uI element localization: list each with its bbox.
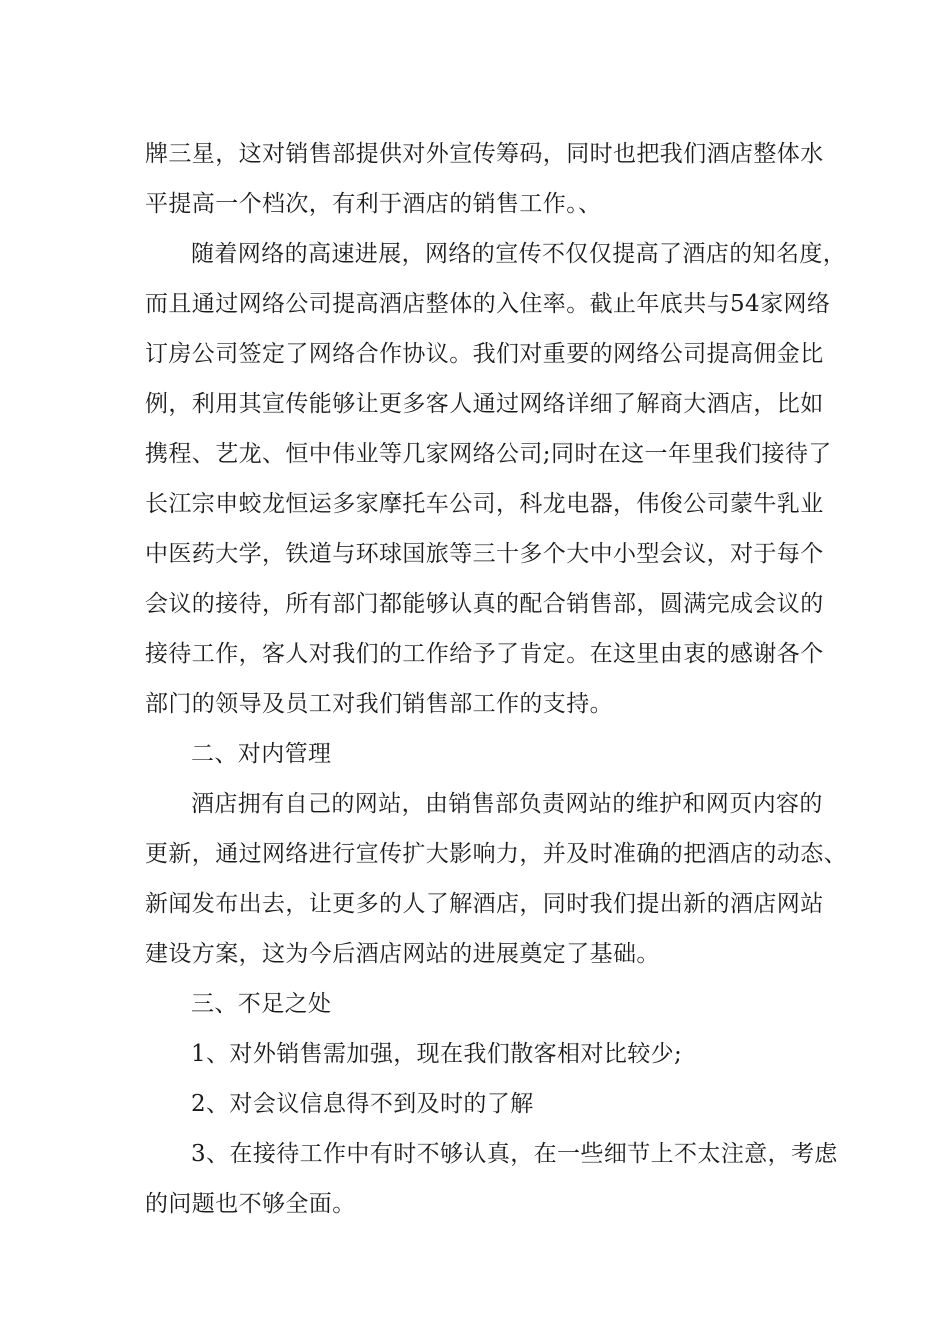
text-line: 长江宗申蛟龙恒运多家摩托车公司，科龙电器，伟俊公司蒙牛乳业 bbox=[145, 491, 824, 517]
text-line: 牌三星，这对销售部提供对外宣传筹码，同时也把我们酒店整体水 bbox=[145, 141, 824, 167]
text-line: 建设方案，这为今后酒店网站的进展奠定了基础。 bbox=[145, 941, 660, 967]
text-line: 而且通过网络公司提高酒店整体的入住率。截止年底共与54家网络 bbox=[145, 291, 831, 317]
text-line: 的问题也不够全面。 bbox=[145, 1191, 356, 1217]
text-line: 携程、艺龙、恒中伟业等几家网络公司;同时在这一年里我们接待了 bbox=[145, 441, 832, 467]
text-line: 会议的接待，所有部门都能够认真的配合销售部，圆满完成会议的 bbox=[145, 591, 824, 617]
list-item: 1、对外销售需加强，现在我们散客相对比较少; bbox=[191, 1041, 683, 1067]
text-line: 中医药大学，铁道与环球国旅等三十多个大中小型会议，对于每个 bbox=[145, 541, 824, 567]
text-line: 例，利用其宣传能够让更多客人通过网络详细了解商大酒店，比如 bbox=[145, 391, 824, 417]
text-line: 部门的领导及员工对我们销售部工作的支持。 bbox=[145, 691, 613, 717]
text-line: 平提高一个档次，有利于酒店的销售工作。、 bbox=[145, 191, 602, 217]
text-line: 随着网络的高速进展，网络的宣传不仅仅提高了酒店的知名度， bbox=[191, 241, 847, 267]
section-heading: 三、不足之处 bbox=[191, 991, 332, 1017]
text-line: 订房公司签定了网络合作协议。我们对重要的网络公司提高佣金比 bbox=[145, 341, 824, 367]
document-body bbox=[145, 129, 845, 1229]
text-line: 接待工作，客人对我们的工作给予了肯定。在这里由衷的感谢各个 bbox=[145, 641, 824, 667]
text-line: 更新，通过网络进行宣传扩大影响力，并及时准确的把酒店的动态、 bbox=[145, 841, 847, 867]
list-item: 3、在接待工作中有时不够认真，在一些细节上不太注意，考虑 bbox=[191, 1141, 838, 1167]
section-heading: 二、对内管理 bbox=[191, 741, 332, 767]
list-item: 2、对会议信息得不到及时的了解 bbox=[191, 1091, 534, 1117]
text-line: 新闻发布出去，让更多的人了解酒店，同时我们提出新的酒店网站 bbox=[145, 891, 824, 917]
text-line: 酒店拥有自己的网站，由销售部负责网站的维护和网页内容的 bbox=[191, 791, 823, 817]
